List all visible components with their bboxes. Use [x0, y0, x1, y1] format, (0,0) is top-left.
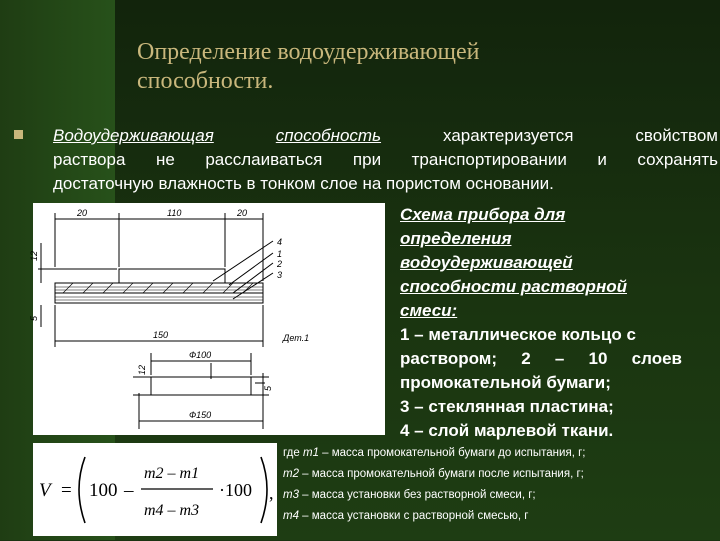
- formula-numerator: m2 – m1: [144, 465, 200, 482]
- apparatus-drawing: [29, 203, 385, 435]
- caption-title-line: Схема прибора для: [400, 205, 566, 224]
- formula-hundred: 100: [89, 480, 118, 501]
- dim-12-bottom: 12: [137, 364, 147, 375]
- term-word-1: Водоудерживающая: [53, 126, 214, 145]
- legend-line: раствором; 2 – 10 слоев: [400, 349, 682, 368]
- intro-paragraph: [53, 124, 718, 196]
- callout-2: 2: [277, 259, 283, 269]
- dim-5: 5: [29, 315, 39, 321]
- legend-line: 4 – слой марлевой ткани.: [400, 421, 614, 440]
- detail-label: Дет.1: [283, 333, 310, 343]
- caption-title: [400, 203, 682, 323]
- formula-comma: ,: [269, 483, 274, 503]
- slide-title-line-1: Определение водоудерживающей: [137, 39, 480, 65]
- caption-title-line: способности растворной: [400, 277, 627, 296]
- legend-line: промокательной бумаги;: [400, 373, 611, 392]
- callout-1: 1: [277, 249, 283, 259]
- variable-line: m2 – масса промокательной бумаги после испытания, г;: [283, 468, 584, 480]
- slide-title-line-2: способности.: [137, 68, 274, 94]
- intro-line-1-rest: характеризуется свойством: [443, 126, 718, 145]
- caption-title-line: определения: [400, 229, 512, 248]
- dim-d100: Ф100: [189, 350, 212, 360]
- dim-5-bottom: 5: [263, 385, 273, 391]
- dim-20-right: 20: [237, 208, 248, 218]
- bullet-square-icon: [14, 130, 23, 139]
- variable-definitions: [283, 443, 715, 527]
- formula-minus: –: [124, 480, 134, 501]
- formula-lhs: V: [39, 480, 51, 501]
- dim-d150: Ф150: [189, 410, 212, 420]
- term-word-2: способность: [275, 126, 382, 145]
- dim-20-left: 20: [77, 208, 88, 218]
- intro-line-3: достаточную влажность в тонком слое на пористом основании.: [53, 174, 554, 193]
- slide-title: [137, 38, 697, 96]
- callout-3: 3: [277, 270, 283, 280]
- formula-times: ·100: [219, 480, 252, 500]
- caption-title-line: водоудерживающей: [400, 253, 573, 272]
- variable-line: m4 – масса установки с растворной смесью, г: [283, 510, 529, 522]
- dim-150: 150: [153, 330, 169, 340]
- intro-line-2: раствора не расслаиваться при транспортировании и сохранять: [53, 150, 718, 169]
- formula-denominator: m4 – m3: [144, 502, 200, 519]
- legend-line: 3 – стеклянная пластина;: [400, 397, 614, 416]
- callout-4: 4: [277, 237, 283, 247]
- dim-110: 110: [167, 208, 182, 218]
- legend-line: 1 – металлическое кольцо с: [400, 325, 636, 344]
- intro-line-1: [53, 124, 718, 148]
- formula-box: [33, 443, 277, 536]
- variable-line: m3 – масса установки без растворной смеси, г;: [283, 489, 536, 501]
- dim-12-top: 12: [29, 250, 39, 261]
- drawing-caption: [400, 203, 682, 443]
- formula-equals: =: [61, 480, 72, 501]
- caption-title-line: смеси:: [400, 301, 458, 320]
- variable-line: где m1 – масса промокательной бумаги до испытания, г;: [283, 447, 586, 459]
